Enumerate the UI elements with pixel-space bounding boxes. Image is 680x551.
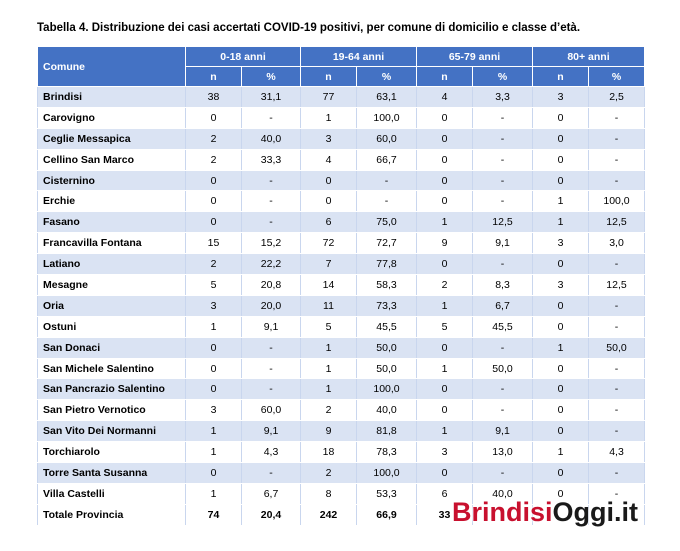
count-cell: 0: [301, 170, 357, 191]
count-cell: 9: [301, 421, 357, 442]
percent-cell: 2,5: [589, 87, 645, 108]
count-cell: 0: [417, 463, 473, 484]
percent-cell: -: [242, 191, 301, 212]
count-cell: 1: [533, 191, 589, 212]
count-cell: 0: [417, 400, 473, 421]
percent-cell: -: [473, 107, 533, 128]
percent-cell: -: [473, 149, 533, 170]
count-cell: 38: [186, 87, 242, 108]
watermark-part2: Oggi.it: [552, 497, 638, 527]
percent-cell: -: [473, 170, 533, 191]
count-cell: 14: [301, 275, 357, 296]
comune-name: San Michele Salentino: [38, 358, 186, 379]
comune-name: Mesagne: [38, 275, 186, 296]
count-cell: 0: [417, 379, 473, 400]
percent-cell: 6,7: [242, 483, 301, 504]
comune-name: Torre Santa Susanna: [38, 463, 186, 484]
percent-cell: -: [473, 400, 533, 421]
comune-name: Fasano: [38, 212, 186, 233]
header-group: 65-79 anni: [417, 47, 533, 67]
percent-cell: -: [589, 170, 645, 191]
count-cell: 4: [417, 87, 473, 108]
count-cell: 0: [186, 107, 242, 128]
percent-cell: 100,0: [357, 107, 417, 128]
table-row: [38, 442, 645, 463]
count-cell: 0: [533, 483, 589, 504]
count-cell: 0: [533, 295, 589, 316]
count-cell: 0: [417, 107, 473, 128]
header-sub: n: [417, 67, 473, 87]
count-cell: 2: [301, 463, 357, 484]
percent-cell: 100,0: [357, 463, 417, 484]
count-cell: 3: [186, 295, 242, 316]
watermark-part1: Brindisi: [452, 497, 553, 527]
count-cell: 18: [301, 442, 357, 463]
percent-cell: 63,1: [357, 87, 417, 108]
percent-cell: -: [473, 128, 533, 149]
count-cell: 77: [301, 87, 357, 108]
table-row: [38, 316, 645, 337]
header-sub: n: [533, 67, 589, 87]
header-row-groups: [38, 47, 645, 67]
percent-cell: -: [242, 170, 301, 191]
count-cell: 242: [301, 504, 357, 525]
percent-cell: 22,2: [242, 254, 301, 275]
count-cell: 0: [186, 358, 242, 379]
comune-name: Torchiarolo: [38, 442, 186, 463]
count-cell: 2: [417, 275, 473, 296]
count-cell: 3: [301, 128, 357, 149]
count-cell: 0: [186, 379, 242, 400]
percent-cell: 40,0: [357, 400, 417, 421]
comune-name: San Pancrazio Salentino: [38, 379, 186, 400]
count-cell: 0: [417, 170, 473, 191]
count-cell: 0: [186, 170, 242, 191]
percent-cell: 73,3: [357, 295, 417, 316]
comune-name: San Vito Dei Normanni: [38, 421, 186, 442]
percent-cell: 15,2: [242, 233, 301, 254]
percent-cell: 53,3: [357, 483, 417, 504]
percent-cell: -: [242, 379, 301, 400]
percent-cell: 50,0: [357, 337, 417, 358]
table-row: [38, 191, 645, 212]
percent-cell: 58,3: [357, 275, 417, 296]
header-sub: %: [242, 67, 301, 87]
count-cell: 2: [186, 254, 242, 275]
count-cell: 1: [186, 483, 242, 504]
count-cell: 1: [301, 337, 357, 358]
count-cell: 2: [186, 149, 242, 170]
count-cell: 6: [301, 212, 357, 233]
count-cell: 0: [301, 191, 357, 212]
percent-cell: 50,0: [473, 358, 533, 379]
percent-cell: -: [242, 107, 301, 128]
table-title: Tabella 4. Distribuzione dei casi accertati COVID-19 positivi, per comune di domicilio e classe d’età.: [37, 22, 581, 34]
percent-cell: 40,0: [242, 128, 301, 149]
count-cell: 1: [417, 295, 473, 316]
comune-name: Totale Provincia: [38, 504, 186, 525]
count-cell: 0: [533, 170, 589, 191]
count-cell: 0: [533, 379, 589, 400]
count-cell: 0: [186, 191, 242, 212]
count-cell: 5: [417, 316, 473, 337]
comune-name: Ostuni: [38, 316, 186, 337]
percent-cell: -: [473, 254, 533, 275]
table-row: [38, 421, 645, 442]
cases-table: [37, 46, 645, 526]
count-cell: 2: [301, 400, 357, 421]
percent-cell: -: [589, 316, 645, 337]
count-cell: 0: [533, 254, 589, 275]
percent-cell: -: [242, 337, 301, 358]
header-sub: n: [301, 67, 357, 87]
count-cell: 1: [417, 358, 473, 379]
count-cell: 8: [301, 483, 357, 504]
percent-cell: -: [242, 358, 301, 379]
count-cell: 1: [301, 358, 357, 379]
percent-cell: 6,7: [473, 295, 533, 316]
percent-cell: 20,4: [242, 504, 301, 525]
percent-cell: 100,0: [589, 191, 645, 212]
percent-cell: 45,5: [357, 316, 417, 337]
header-sub: %: [357, 67, 417, 87]
count-cell: 3: [533, 87, 589, 108]
percent-cell: 20,0: [242, 295, 301, 316]
percent-cell: 9,1: [242, 421, 301, 442]
table-row: [38, 400, 645, 421]
count-cell: 1: [186, 316, 242, 337]
header-comune: Comune: [38, 47, 186, 87]
percent-cell: 20,8: [242, 275, 301, 296]
percent-cell: -: [589, 128, 645, 149]
count-cell: 0: [417, 254, 473, 275]
count-cell: 74: [186, 504, 242, 525]
comune-name: Carovigno: [38, 107, 186, 128]
comune-name: Cisternino: [38, 170, 186, 191]
percent-cell: 9,1: [473, 421, 533, 442]
percent-cell: -: [589, 400, 645, 421]
count-cell: 1: [417, 212, 473, 233]
percent-cell: -: [589, 358, 645, 379]
count-cell: 1: [301, 379, 357, 400]
comune-name: Latiano: [38, 254, 186, 275]
table-row: [38, 107, 645, 128]
comune-name: Oria: [38, 295, 186, 316]
percent-cell: -: [473, 463, 533, 484]
percent-cell: 78,3: [357, 442, 417, 463]
percent-cell: 77,8: [357, 254, 417, 275]
count-cell: 15: [186, 233, 242, 254]
percent-cell: 12,5: [589, 275, 645, 296]
percent-cell: 31,1: [242, 87, 301, 108]
header-group: 0-18 anni: [186, 47, 301, 67]
percent-cell: -: [589, 483, 645, 504]
percent-cell: 45,5: [473, 316, 533, 337]
percent-cell: -: [589, 295, 645, 316]
table-row: [38, 233, 645, 254]
count-cell: 0: [186, 463, 242, 484]
count-cell: 0: [533, 463, 589, 484]
percent-cell: -: [589, 379, 645, 400]
percent-cell: 4,3: [242, 442, 301, 463]
percent-cell: -: [357, 170, 417, 191]
count-cell: 7: [301, 254, 357, 275]
percent-cell: 66,7: [357, 149, 417, 170]
count-cell: 9: [417, 233, 473, 254]
count-cell: 0: [533, 107, 589, 128]
count-cell: 0: [533, 128, 589, 149]
percent-cell: 50,0: [589, 337, 645, 358]
comune-name: Ceglie Messapica: [38, 128, 186, 149]
count-cell: 1: [186, 442, 242, 463]
percent-cell: 66,9: [357, 504, 417, 525]
percent-cell: 60,0: [357, 128, 417, 149]
table-row: [38, 149, 645, 170]
count-cell: 1: [533, 212, 589, 233]
watermark-logo: [452, 497, 638, 528]
table-row: [38, 87, 645, 108]
table-row: [38, 212, 645, 233]
percent-cell: -: [242, 463, 301, 484]
percent-cell: 3,0: [589, 233, 645, 254]
table-row: [38, 254, 645, 275]
percent-cell: -: [589, 254, 645, 275]
table-row: [38, 295, 645, 316]
percent-cell: -: [589, 149, 645, 170]
percent-cell: 33,3: [242, 149, 301, 170]
comune-name: Brindisi: [38, 87, 186, 108]
count-cell: 0: [417, 128, 473, 149]
comune-name: Francavilla Fontana: [38, 233, 186, 254]
count-cell: 1: [533, 337, 589, 358]
percent-cell: -: [589, 421, 645, 442]
table-row: [38, 170, 645, 191]
comune-name: San Pietro Vernotico: [38, 400, 186, 421]
percent-cell: 9,1: [473, 233, 533, 254]
header-group: 19-64 anni: [301, 47, 417, 67]
percent-cell: 81,8: [357, 421, 417, 442]
percent-cell: -: [473, 191, 533, 212]
count-cell: 1: [301, 107, 357, 128]
header-sub: n: [186, 67, 242, 87]
count-cell: 0: [417, 337, 473, 358]
table-row: [38, 128, 645, 149]
count-cell: 0: [417, 191, 473, 212]
header-sub: %: [589, 67, 645, 87]
percent-cell: 9,1: [242, 316, 301, 337]
comune-name: Erchie: [38, 191, 186, 212]
header-group: 80+ anni: [533, 47, 645, 67]
count-cell: 4: [301, 149, 357, 170]
count-cell: 0: [533, 358, 589, 379]
count-cell: 5: [186, 275, 242, 296]
percent-cell: 12,5: [473, 212, 533, 233]
comune-name: Cellino San Marco: [38, 149, 186, 170]
percent-cell: -: [473, 337, 533, 358]
percent-cell: 40,0: [473, 483, 533, 504]
count-cell: 0: [533, 421, 589, 442]
percent-cell: -: [357, 191, 417, 212]
table-row: [38, 463, 645, 484]
count-cell: 0: [533, 400, 589, 421]
count-cell: 33: [417, 504, 473, 525]
percent-cell: 100,0: [357, 379, 417, 400]
percent-cell: 72,7: [357, 233, 417, 254]
count-cell: 3: [186, 400, 242, 421]
count-cell: 0: [186, 337, 242, 358]
percent-cell: -: [473, 379, 533, 400]
count-cell: 3: [533, 275, 589, 296]
count-cell: 0: [417, 149, 473, 170]
table-row: [38, 358, 645, 379]
percent-cell: 8,3: [473, 275, 533, 296]
count-cell: 1: [417, 421, 473, 442]
count-cell: 6: [417, 483, 473, 504]
percent-cell: 50,0: [357, 358, 417, 379]
count-cell: 1: [533, 442, 589, 463]
table-row: [38, 379, 645, 400]
count-cell: 3: [417, 442, 473, 463]
count-cell: 72: [301, 233, 357, 254]
comune-name: San Donaci: [38, 337, 186, 358]
comune-name: Villa Castelli: [38, 483, 186, 504]
percent-cell: -: [589, 107, 645, 128]
count-cell: 1: [186, 421, 242, 442]
percent-cell: 12,5: [589, 212, 645, 233]
percent-cell: 4,3: [589, 442, 645, 463]
header-sub: %: [473, 67, 533, 87]
count-cell: 5: [301, 316, 357, 337]
percent-cell: 75,0: [357, 212, 417, 233]
count-cell: 0: [533, 149, 589, 170]
count-cell: 0: [186, 212, 242, 233]
percent-cell: 3,3: [473, 87, 533, 108]
table-row: [38, 337, 645, 358]
table-row: [38, 275, 645, 296]
count-cell: 11: [301, 295, 357, 316]
percent-cell: -: [242, 212, 301, 233]
count-cell: 3: [533, 233, 589, 254]
percent-cell: -: [589, 463, 645, 484]
percent-cell: 60,0: [242, 400, 301, 421]
count-cell: 2: [186, 128, 242, 149]
count-cell: 0: [533, 316, 589, 337]
percent-cell: 13,0: [473, 442, 533, 463]
